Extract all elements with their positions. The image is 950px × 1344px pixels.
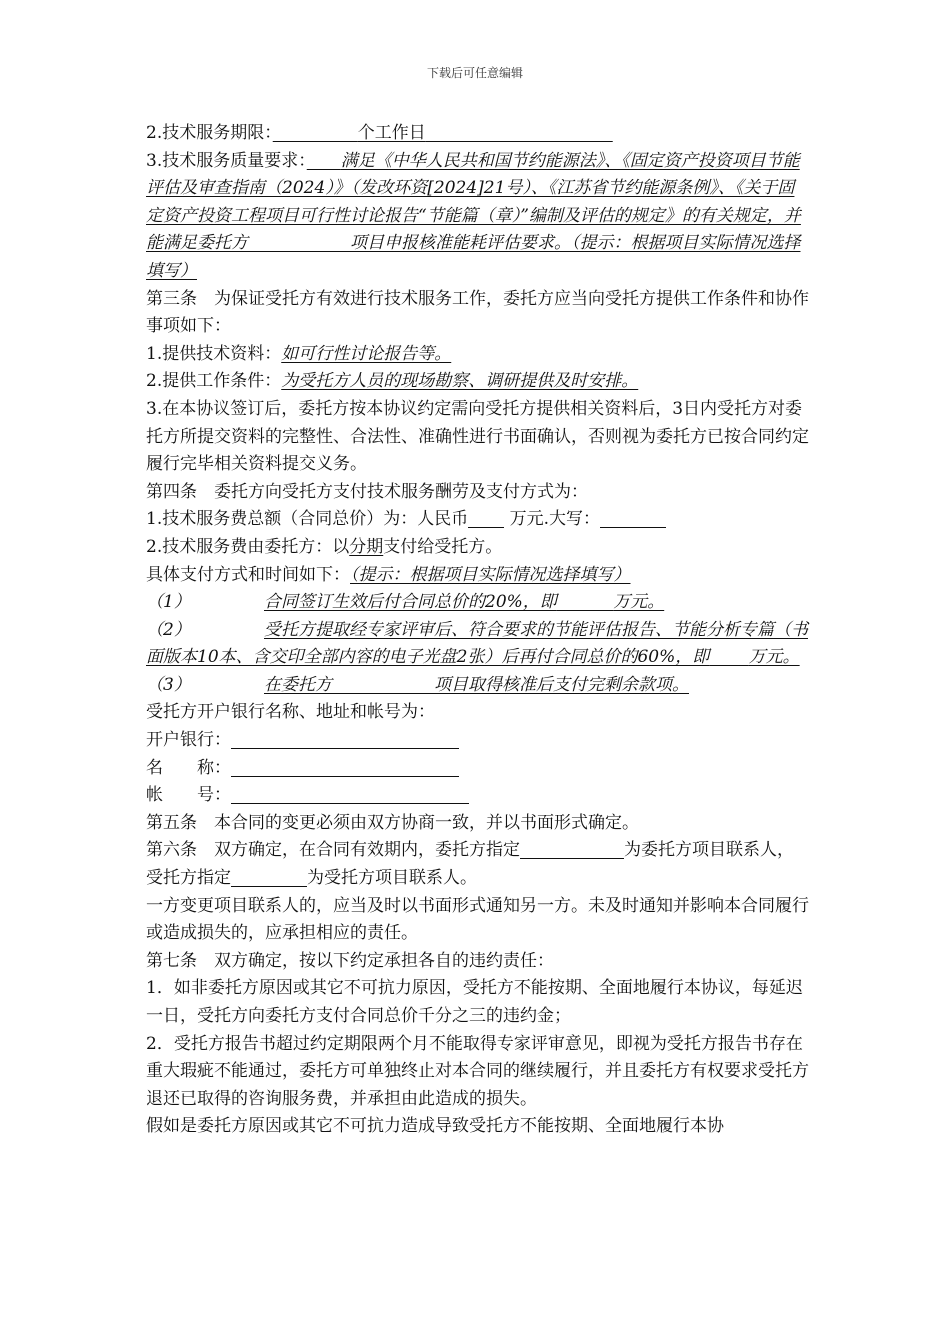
article-7-item-1: 1．如非委托方原因或其它不可抗力原因，受托方不能按期、全面地履行本协议，每延迟一日，受托方向委托方支付合同总价千分之三的违约金； (146, 978, 803, 1026)
account-name-blank (231, 758, 459, 777)
quality-text-1: 满足《中华人民共和国节约能源法》、《固定资产投资项目节能评估及审查指南（2024）》（发改环资[2024]21号）、《江苏省节约能源条例》、《关于固定资产投资工程项目可行性讨论报告“节能篇（章）”编制及评估的规定》的有关规定，并能满足委托方 (146, 150, 801, 254)
payment-mode-tail: 支付给受托方。 (383, 536, 503, 557)
article-6-part-3: 为受托方项目联系人。 (307, 868, 477, 889)
article-7-item-2: 2．受托方报告书超过约定期限两个月不能取得专家评审意见，即视为受托方报告书存在重大瑕疵不能通过，委托方可单独终止对本合同的继续履行，并且委托方有权要求受托方退还已取得的咨询服务费，并承担由此造成的损失。 (146, 1033, 809, 1109)
payment-item-3-text (264, 675, 689, 695)
bank-label: 开户银行： (146, 730, 231, 751)
payment-mode-value: 分期 (349, 536, 384, 557)
payment-item-2-index: （2） (146, 619, 191, 640)
bank-blank (231, 730, 459, 749)
client-contact-blank (520, 840, 624, 859)
total-fee-caps-blank (600, 509, 666, 528)
service-period-line (146, 120, 810, 148)
payment-item-3 (146, 672, 810, 700)
account-number-line (146, 782, 810, 810)
payment-schedule-intro (146, 562, 810, 590)
payment-mode-label: 2.技术服务费由委托方：以 (146, 536, 350, 557)
article-6-paragraph-2: 一方变更项目联系人的，应当及时以书面形式通知另一方。未及时通知并影响本合同履行或造成损失的，应承担相应的责任。 (146, 895, 809, 944)
payment-item-1-body: 合同签订生效后付合同总价的20%，即 (264, 592, 557, 613)
article-4-item-1 (146, 506, 810, 534)
payment-item-3-tail: 项目取得核准后支付完剩余款项。 (434, 674, 689, 695)
payment-schedule-hint: （提示：根据项目实际情况选择填写） (350, 564, 631, 585)
article-6-part-1: 第六条 双方确定，在合同有效期内，委托方指定 (146, 840, 520, 861)
payment-item-2-body: 受托方提取经专家评审后、符合要求的节能评估报告、节能分析专篇（书面版本10本、含交印全部内容的电子光盘2张）后再付合同总价的60%，即 (146, 619, 808, 668)
article-3-item-2 (146, 368, 810, 396)
contractor-contact-blank (231, 868, 307, 887)
payment-item-1-unit: 万元。 (613, 592, 665, 613)
quality-requirement (146, 148, 810, 286)
article-3: 第三条 为保证受托方有效进行技术服务工作，委托方应当向受托方提供工作条件和协作事项如下： (146, 288, 809, 337)
document-body (146, 120, 810, 1141)
service-period-value (273, 123, 613, 143)
payment-item-2-unit: 万元。 (748, 647, 800, 668)
bank-name-line (146, 727, 810, 755)
service-period-label: 2.技术服务期限： (146, 123, 273, 143)
article-4-item-2 (146, 534, 810, 562)
article-3-item-1-value: 如可行性讨论报告等。 (281, 343, 452, 364)
article-7: 第七条 双方确定，按以下约定承担各自的违约责任： (146, 950, 554, 971)
payment-item-3-body: 在委托方 (264, 674, 332, 695)
total-fee-label: 1.技术服务费总额（合同总价）为：人民币 (146, 509, 469, 530)
payment-item-1-index: （1） (146, 592, 191, 613)
account-name-line (146, 755, 810, 783)
payment-item-3-index: （3） (146, 674, 191, 695)
article-3-item-1 (146, 341, 810, 369)
article-3-item-3: 3.在本协议签订后，委托方按本协议约定需向受托方提供相关资料后，3日内受托方对委托方所提交资料的完整性、合法性、准确性进行书面确认，否则视为委托方已按合同约定履行完毕相关资料提交义务。 (146, 398, 809, 475)
payment-schedule-label: 具体支付方式和时间如下： (146, 564, 350, 585)
article-3-item-2-label: 2.提供工作条件： (146, 371, 282, 392)
article-6 (146, 837, 810, 892)
payment-item-1-text (264, 592, 664, 612)
bank-intro: 受托方开户银行名称、地址和帐号为： (146, 702, 435, 723)
article-3-item-2-value: 为受托方人员的现场勘察、调研提供及时安排。 (281, 371, 639, 392)
article-4: 第四条 委托方向受托方支付技术服务酬劳及支付方式为： (146, 481, 588, 502)
total-fee-blank (468, 509, 504, 528)
account-name-label: 名 称： (146, 757, 231, 778)
article-3-item-1-label: 1.提供技术资料： (146, 343, 282, 364)
service-period-unit: 个工作日 (357, 123, 426, 143)
article-5: 第五条 本合同的变更必须由双方协商一致，并以书面形式确定。 (146, 812, 639, 833)
payment-item-2 (146, 617, 810, 672)
quality-label: 3.技术服务质量要求： (146, 150, 307, 171)
article-7-item-3: 假如是委托方原因或其它不可抗力造成导致受托方不能按期、全面地履行本协 (146, 1116, 724, 1137)
quality-text-2: 项目申报核准能耗评估要求。（提示：根据项目实际情况选择填写） (146, 233, 801, 281)
page-header-note: 下载后可任意编辑 (426, 66, 523, 80)
account-number-label: 帐 号： (146, 785, 231, 806)
account-number-blank (231, 785, 469, 804)
payment-item-1 (146, 589, 810, 617)
total-fee-caps-label: 万元.大写： (509, 509, 601, 530)
article-6-part-2: 为委托方项目联系人，受托方指定 (146, 840, 794, 889)
